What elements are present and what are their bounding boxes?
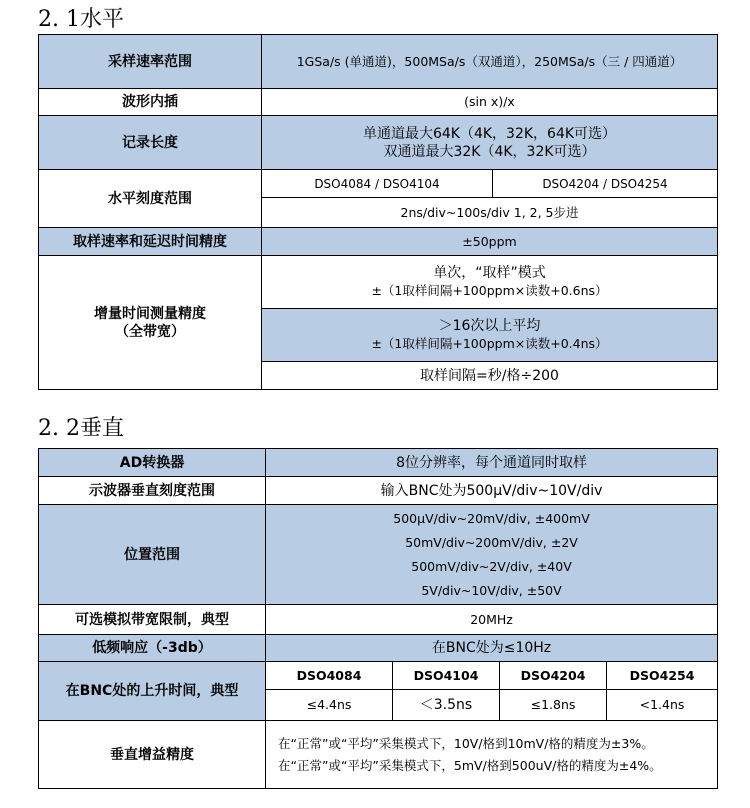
label-adc: AD转换器 <box>39 449 266 477</box>
delta-time-label-sub: （全带宽） <box>115 323 185 340</box>
value-record-length <box>262 116 718 170</box>
vertical-spec-table <box>38 448 718 789</box>
label-low-frequency: 低频响应（-3db） <box>39 635 266 662</box>
value-horizontal-scale: 2ns/div~100s/div 1, 2, 5步进 <box>262 198 718 228</box>
rise-model-dso4254: DSO4254 <box>607 662 718 690</box>
rise-model-dso4204: DSO4204 <box>500 662 607 690</box>
delta-time-label-main: 增量时间测量精度 <box>94 305 206 322</box>
row-vertical-scale <box>39 477 718 505</box>
label-position-range: 位置范围 <box>39 505 266 605</box>
row-adc <box>39 449 718 477</box>
position-range-3: 500mV/div~2V/div, ±40V <box>411 558 572 574</box>
label-vertical-scale: 示波器垂直刻度范围 <box>39 477 266 505</box>
delta-single-formula: ±（1取样间隔+100ppm×读数+0.6ns） <box>371 283 608 298</box>
delta-avg-formula: ±（1取样间隔+100ppm×读数+0.4ns） <box>371 336 608 351</box>
value-adc: 8位分辨率，每个通道同时取样 <box>266 449 718 477</box>
rise-model-dso4084: DSO4084 <box>266 662 393 690</box>
label-delta-time <box>39 256 262 390</box>
value-delta-time-single <box>262 256 718 309</box>
rise-value-dso4104: ＜3.5ns <box>393 690 500 721</box>
row-interpolation <box>39 89 718 116</box>
row-horizontal-scale-models <box>39 170 718 198</box>
position-range-2: 50mV/div~200mV/div, ±2V <box>405 534 578 550</box>
label-gain-accuracy: 垂直增益精度 <box>39 721 266 789</box>
horizontal-spec-table <box>38 34 718 390</box>
gain-accuracy-line2: 在“正常”或“平均”采集模式下，5mV/格到500uV/格的精度为±4%。 <box>278 757 662 773</box>
row-sample-rate <box>39 35 718 89</box>
record-length-single: 单通道最大64K（4K，32K，64K可选） <box>362 125 617 142</box>
gain-accuracy-line1: 在“正常”或“平均”采集模式下，10V/格到10mV/格的精度为±3%。 <box>278 735 654 751</box>
value-gain-accuracy <box>266 721 718 789</box>
section-title-vertical: 2. 2垂直 <box>38 416 124 441</box>
section-title-horizontal: 2. 1水平 <box>38 7 124 32</box>
delta-avg-title: ＞16次以上平均 <box>438 318 541 334</box>
record-length-dual: 双通道最大32K（4K，32K可选） <box>383 143 596 160</box>
label-horizontal-scale: 水平刻度范围 <box>39 170 262 228</box>
value-bandwidth-limit: 20MHz <box>266 605 718 635</box>
value-vertical-scale: 输入BNC处为500μV/div~10V/div <box>266 477 718 505</box>
value-sample-interval: 取样间隔=秒/格÷200 <box>262 362 718 390</box>
row-low-frequency <box>39 635 718 662</box>
row-position-range <box>39 505 718 605</box>
label-rise-time: 在BNC处的上升时间，典型 <box>39 662 266 721</box>
value-delta-time-average <box>262 309 718 362</box>
label-sample-rate: 采样速率范围 <box>39 35 262 89</box>
rise-model-dso4104: DSO4104 <box>393 662 500 690</box>
value-delay-accuracy: ±50ppm <box>262 228 718 256</box>
row-delay-accuracy <box>39 228 718 256</box>
value-position-range <box>266 505 718 605</box>
position-range-1: 500μV/div~20mV/div, ±400mV <box>393 510 590 526</box>
value-sample-rate: 1GSa/s (单通道)，500MSa/s（双通道），250MSa/s（三 / 四通道） <box>262 35 718 89</box>
rise-value-dso4254: <1.4ns <box>607 690 718 721</box>
row-bandwidth-limit <box>39 605 718 635</box>
label-bandwidth-limit: 可选模拟带宽限制，典型 <box>39 605 266 635</box>
rise-value-dso4204: ≤1.8ns <box>500 690 607 721</box>
label-delay-accuracy: 取样速率和延迟时间精度 <box>39 228 262 256</box>
models-horizontal-a: DSO4084 / DSO4104 <box>262 170 493 198</box>
row-gain-accuracy <box>39 721 718 789</box>
label-interpolation: 波形内插 <box>39 89 262 116</box>
value-interpolation: (sin x)/x <box>262 89 718 116</box>
value-low-frequency: 在BNC处为≤10Hz <box>266 635 718 662</box>
row-record-length <box>39 116 718 170</box>
models-horizontal-b: DSO4204 / DSO4254 <box>493 170 718 198</box>
row-delta-time-single <box>39 256 718 309</box>
delta-single-title: 单次，“取样”模式 <box>433 265 546 281</box>
position-range-4: 5V/div~10V/div, ±50V <box>421 582 562 598</box>
row-rise-time-models <box>39 662 718 690</box>
rise-value-dso4084: ≤4.4ns <box>266 690 393 721</box>
label-record-length: 记录长度 <box>39 116 262 170</box>
